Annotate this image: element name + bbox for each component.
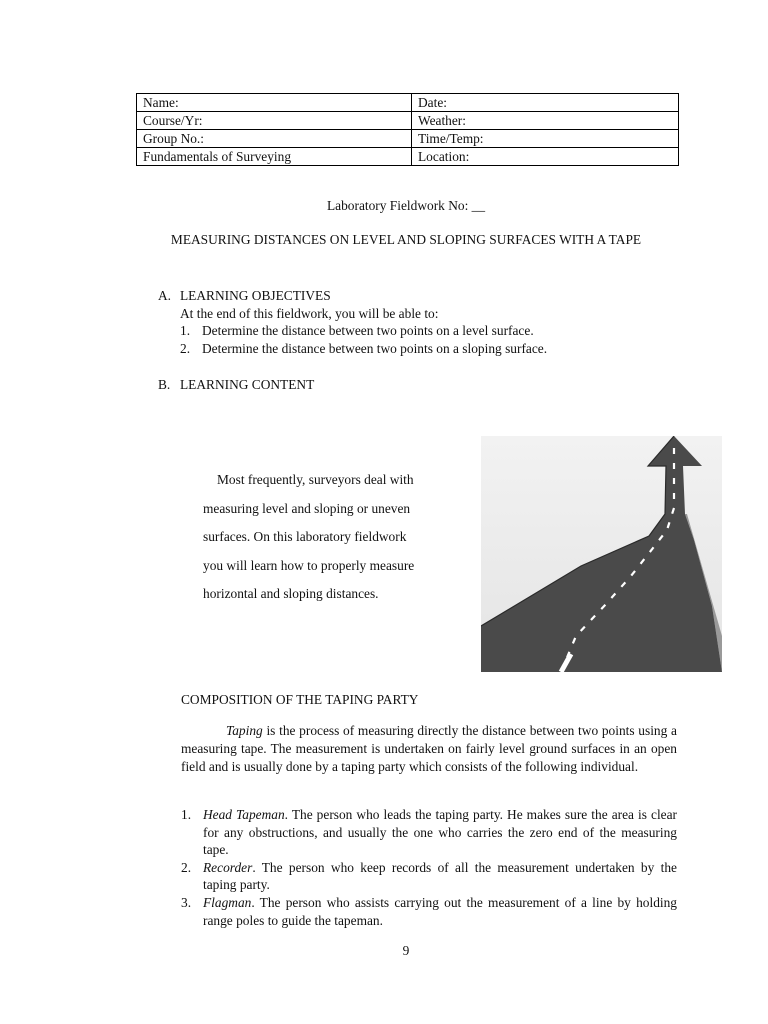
section-content <box>158 376 314 394</box>
page-number: 9 <box>402 943 410 958</box>
section-heading: LEARNING CONTENT <box>180 377 315 392</box>
section-objectives <box>158 287 678 358</box>
role-name: Recorder <box>203 859 253 875</box>
role-description: . The person who assists carrying out the measurement of a line by holding range poles to guide the tapeman. <box>203 894 677 928</box>
road-arrow-illustration <box>481 436 722 672</box>
info-row <box>137 112 679 130</box>
info-cell-weather: Weather: <box>412 112 679 130</box>
role-description: . The person who leads the taping party. He makes sure the area is clear for any obstructions, and usually the one who carries the zero end of the measuring tape. <box>203 807 678 858</box>
objectives-intro: At the end of this fieldwork, you will be able to: <box>180 305 439 321</box>
role-name: Flagman <box>203 894 252 910</box>
list-item-number: 3. <box>181 894 192 910</box>
intro-line: Most frequently, surveyors deal with <box>217 472 414 487</box>
list-item-number: 1. <box>181 807 192 822</box>
list-item <box>181 859 677 894</box>
list-item-text: Determine the distance between two points on a sloping surface. <box>202 341 548 357</box>
section-heading: LEARNING OBJECTIVES <box>180 288 331 303</box>
taping-paragraph <box>181 722 677 776</box>
intro-line: you will learn how to properly measure <box>203 557 415 573</box>
info-cell-group: Group No.: <box>137 130 412 148</box>
taping-term: Taping <box>226 723 263 738</box>
info-cell-subject: Fundamentals of Surveying <box>137 148 412 166</box>
section-label: A. <box>158 288 172 303</box>
info-row <box>137 148 679 166</box>
role-description: . The person who keep records of all the measurement undertaken by the taping party. <box>203 859 677 893</box>
intro-line: horizontal and sloping distances. <box>203 586 379 601</box>
info-cell-date: Date: <box>412 94 679 112</box>
info-row <box>137 130 679 148</box>
list-item-number: 2. <box>180 341 191 357</box>
info-row <box>137 94 679 112</box>
info-cell-location: Location: <box>412 148 679 166</box>
objectives-list <box>180 322 678 357</box>
lab-number: Laboratory Fieldwork No: __ <box>326 198 486 213</box>
info-cell-course: Course/Yr: <box>137 112 412 130</box>
taping-party-roles <box>181 806 677 929</box>
list-item <box>181 894 677 929</box>
intro-line: measuring level and sloping or uneven <box>203 500 411 516</box>
info-cell-time-temp: Time/Temp: <box>412 130 679 148</box>
page-title: MEASURING DISTANCES ON LEVEL AND SLOPING SURFACES WITH A TAPE <box>170 232 642 247</box>
list-item <box>180 340 678 358</box>
list-item-number: 2. <box>181 859 192 875</box>
list-item-number: 1. <box>180 323 191 339</box>
list-item-text: Determine the distance between two points on a level surface. <box>202 323 534 339</box>
list-item <box>181 806 677 859</box>
info-table <box>136 93 679 166</box>
composition-heading: COMPOSITION OF THE TAPING PARTY <box>181 692 419 707</box>
intro-paragraph <box>203 466 463 609</box>
role-name: Head Tapeman <box>203 807 285 822</box>
list-item <box>180 322 678 340</box>
intro-line: surfaces. On this laboratory fieldwork <box>203 529 407 544</box>
taping-definition: is the process of measuring directly the distance between two points using a measuring tape. The measurement is undertaken on fairly level ground surfaces in an open field and is usually done by a taping party which consists of the following individual. <box>181 723 677 774</box>
info-cell-name: Name: <box>137 94 412 112</box>
section-label: B. <box>158 377 171 392</box>
